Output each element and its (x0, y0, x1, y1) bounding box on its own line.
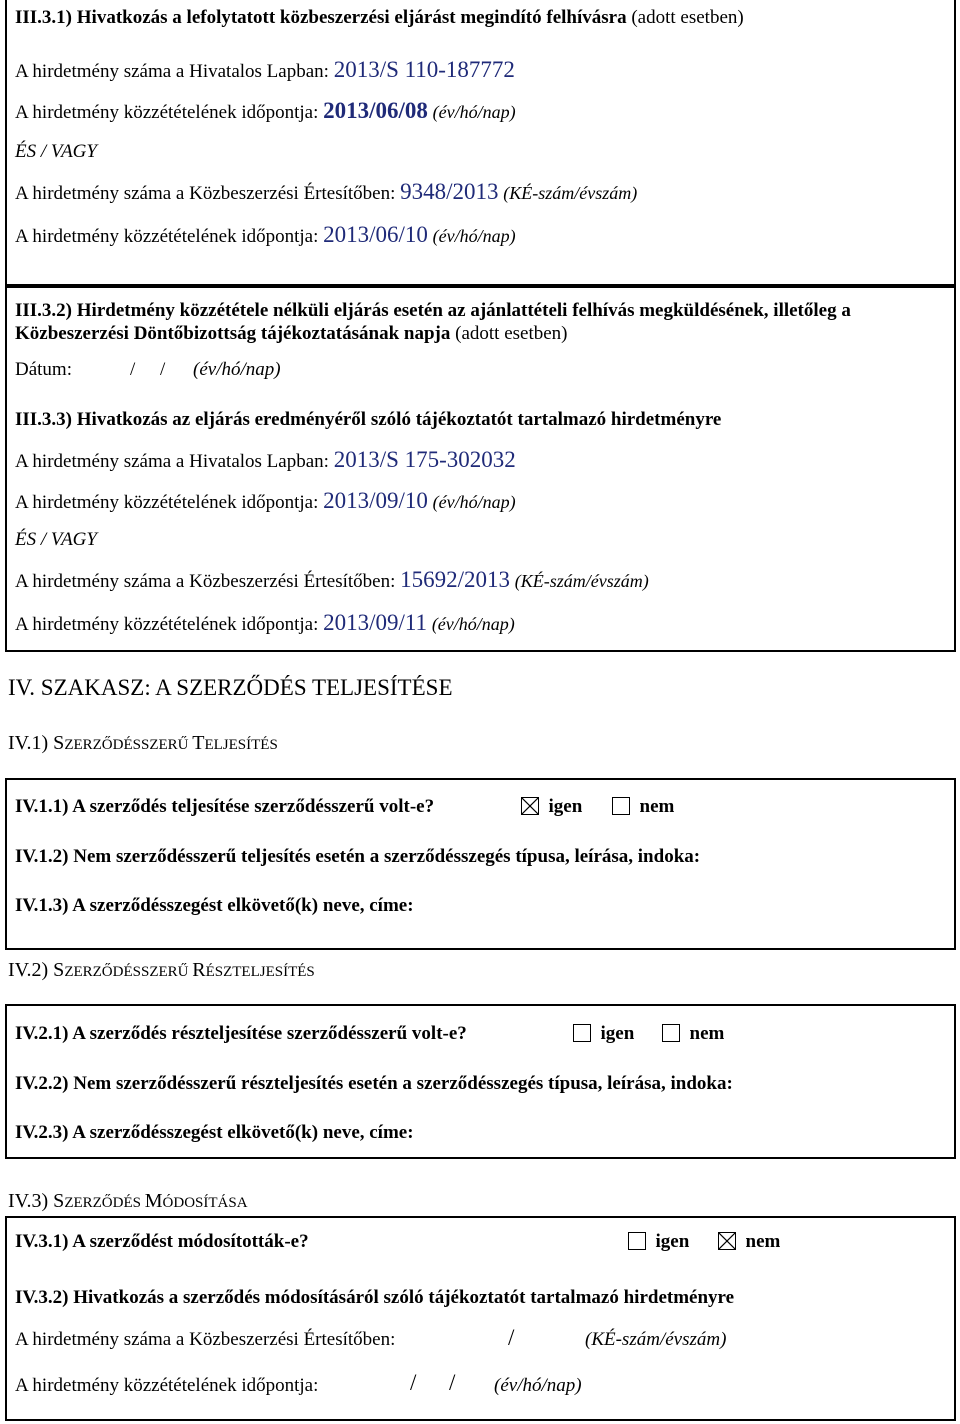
iv13-question: IV.1.3) A szerződésszegést elkövető(k) neve, címe: (15, 895, 414, 916)
iv2-heading: IV.2) SZERZŐDÉSSZERŰ RÉSZTELJESÍTÉS (8, 959, 315, 981)
iv11-question: IV.1.1) A szerződés teljesítése szerződésszerű volt-e? (15, 796, 435, 817)
iv21-no-option[interactable]: nem (662, 1023, 724, 1045)
ke-number-value: 9348/2013 (400, 179, 499, 204)
iv32-date-sep-2: / (449, 1370, 456, 1395)
iv31-no-checkbox[interactable] (718, 1232, 736, 1250)
iv22-question: IV.2.2) Nem szerződésszerű részteljesítés esetén a szerződésszegés típusa, leírása, indoka: (15, 1073, 733, 1094)
section-iv-title: IV. SZAKASZ: A SZERZŐDÉS TELJESÍTÉSE (8, 675, 453, 700)
section-332-title-line2: Közbeszerzési Döntőbizottság tájékoztatásának napja (adott esetben) (15, 323, 568, 344)
iv21-question: IV.2.1) A szerződés részteljesítése szerződésszerű volt-e? (15, 1023, 467, 1044)
date-value: 2013/06/08 (323, 98, 428, 123)
iv31-yes-option[interactable]: igen (628, 1231, 689, 1253)
iv21-no-checkbox[interactable] (662, 1024, 680, 1042)
date-sep-1: / (130, 359, 136, 380)
ol-number-value: 2013/S 110-187772 (333, 57, 515, 82)
iv32-date-unit: (év/hó/nap) (494, 1375, 582, 1396)
iv11-yes-checkbox[interactable] (521, 797, 539, 815)
s331-row-date: A hirdetmény közzétételének időpontja: 2013/06/08 (év/hó/nap) (15, 98, 516, 123)
iv31-no-option[interactable]: nem (718, 1231, 780, 1253)
iv11-no-option[interactable]: nem (612, 796, 674, 818)
section-332-title-line1: III.3.2) Hirdetmény közzététele nélküli eljárás esetén az ajánlattételi felhívás megküldésének, illetőleg a (15, 300, 851, 321)
s333-row-date: A hirdetmény közzétételének időpontja: 2013/09/10 (év/hó/nap) (15, 488, 516, 513)
iv21-yes-option[interactable]: igen (573, 1023, 634, 1045)
ke-number-value: 15692/2013 (400, 567, 511, 592)
s333-row-ke-date: A hirdetmény közzétételének időpontja: 2013/09/11 (év/hó/nap) (15, 610, 515, 635)
iv32-ke-number-sep: / (508, 1325, 515, 1350)
date-value: 2013/09/10 (323, 488, 428, 513)
ke-date-value: 2013/06/10 (323, 222, 428, 247)
es-vagy-label: ÉS / VAGY (15, 529, 97, 550)
section-333-title: III.3.3) Hivatkozás az eljárás eredményéről szóló tájékoztatót tartalmazó hirdetményre (15, 409, 722, 430)
iv23-question: IV.2.3) A szerződésszegést elkövető(k) neve, címe: (15, 1122, 414, 1143)
section-331-title: III.3.1) Hivatkozás a lefolytatott közbeszerzési eljárást megindító felhívásra (adott esetben) (15, 7, 744, 28)
s331-row-ke-number: A hirdetmény száma a Közbeszerzési Értesítőben: 9348/2013 (KÉ-szám/évszám) (15, 179, 638, 204)
iv32-ke-number-label: A hirdetmény száma a Közbeszerzési Értesítőben: (15, 1329, 396, 1350)
date-unit: (év/hó/nap) (193, 359, 281, 380)
iv31-question: IV.3.1) A szerződést módosították-e? (15, 1231, 309, 1252)
s333-row-ol-number: A hirdetmény száma a Hivatalos Lapban: 2013/S 175-302032 (15, 447, 516, 472)
s332-date-row: Dátum: (15, 359, 72, 380)
iv32-question: IV.3.2) Hivatkozás a szerződés módosításáról szóló tájékoztatót tartalmazó hirdetményre (15, 1287, 735, 1308)
s333-row-ke-number: A hirdetmény száma a Közbeszerzési Értesítőben: 15692/2013 (KÉ-szám/évszám) (15, 567, 649, 592)
iv31-yes-checkbox[interactable] (628, 1232, 646, 1250)
iv3-heading: IV.3) SZERZŐDÉS MÓDOSÍTÁSA (8, 1190, 248, 1212)
iv1-heading: IV.1) SZERZŐDÉSSZERŰ TELJESÍTÉS (8, 732, 278, 754)
iv21-yes-checkbox[interactable] (573, 1024, 591, 1042)
iv32-date-label: A hirdetmény közzétételének időpontja: (15, 1375, 319, 1396)
s331-row-ke-date: A hirdetmény közzétételének időpontja: 2013/06/10 (év/hó/nap) (15, 222, 516, 247)
iv32-date-sep-1: / (410, 1370, 417, 1395)
date-sep-2: / (160, 359, 166, 380)
iv11-yes-option[interactable]: igen (521, 796, 582, 818)
iv12-question: IV.1.2) Nem szerződésszerű teljesítés esetén a szerződésszegés típusa, leírása, indoka: (15, 846, 701, 867)
s331-row-ol-number: A hirdetmény száma a Hivatalos Lapban: 2013/S 110-187772 (15, 57, 515, 82)
ke-date-value: 2013/09/11 (323, 610, 428, 635)
iv32-ke-number-unit: (KÉ-szám/évszám) (585, 1329, 727, 1350)
ol-number-value: 2013/S 175-302032 (333, 447, 516, 472)
iv11-no-checkbox[interactable] (612, 797, 630, 815)
es-vagy-label: ÉS / VAGY (15, 141, 97, 162)
